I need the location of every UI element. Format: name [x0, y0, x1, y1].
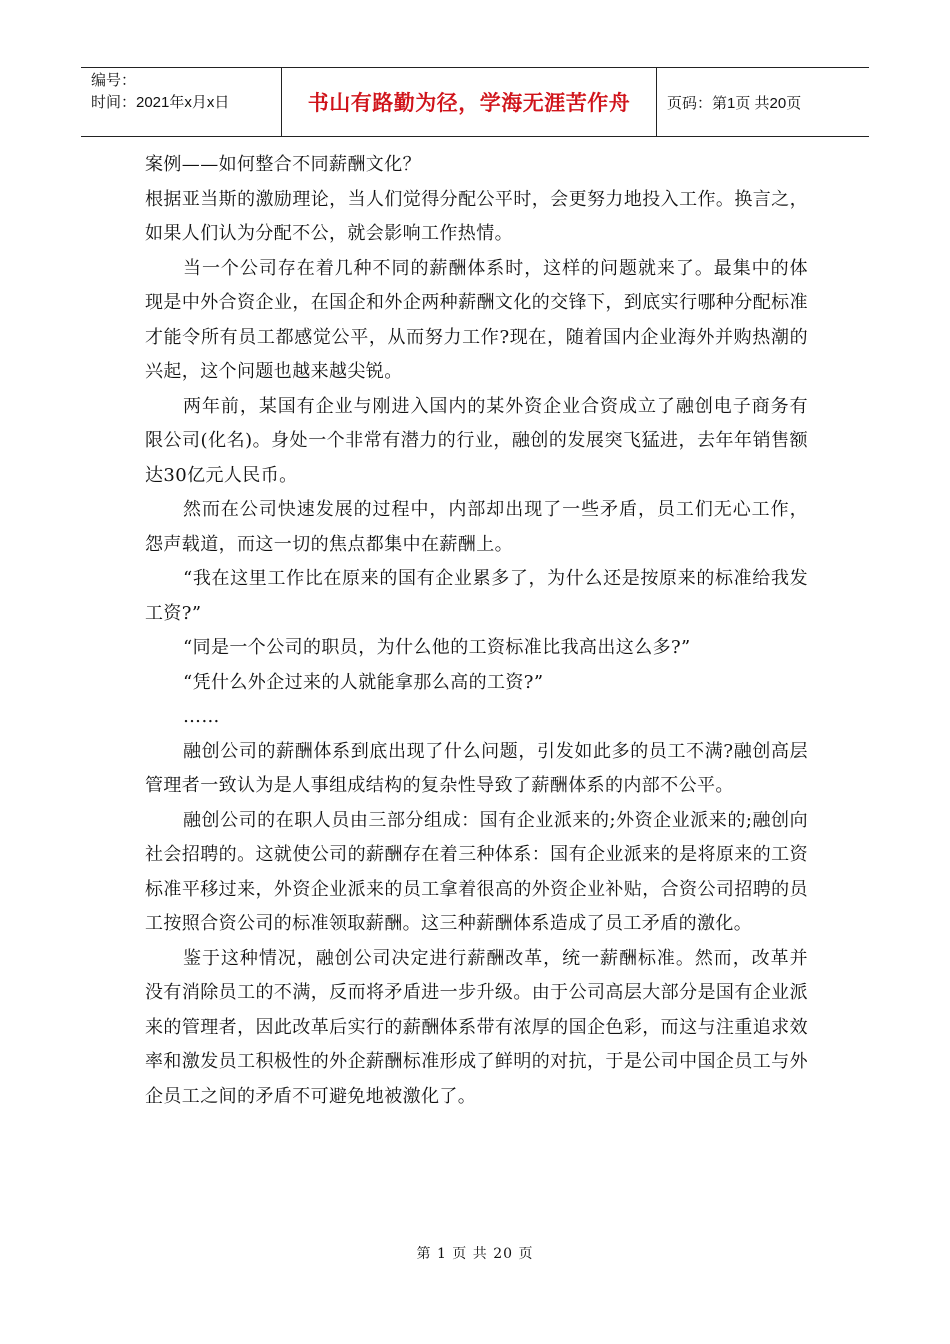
page-header: [81, 67, 869, 137]
paragraph: 当一个公司存在着几种不同的薪酬体系时，这样的问题就来了。最集中的体现是中外合资企业，在国企和外企两种薪酬文化的交锋下，到底实行哪种分配标准才能令所有员工都感觉公平，从而努力工作?现在，随着国内企业海外并购热潮的兴起，这个问题也越来越尖锐。: [145, 257, 808, 382]
quote-paragraph: “同是一个公司的职员，为什么他的工资标准比我高出这么多?”: [183, 637, 691, 658]
article-body: [145, 148, 808, 1114]
paragraph: 两年前，某国有企业与刚进入国内的某外资企业合资成立了融创电子商务有限公司(化名)。身处一个非常有潜力的行业，融创的发展突飞猛进，去年年销售额达30亿元人民币。: [145, 395, 808, 486]
document-number-label: 编号：: [91, 72, 137, 89]
header-page-info: 页码：第1页 共20页: [667, 94, 802, 112]
quote-paragraph: “我在这里工作比在原来的国有企业累多了，为什么还是按原来的标准给我发工资?”: [145, 568, 808, 624]
paragraph: 融创公司的薪酬体系到底出现了什么问题，引发如此多的员工不满?融创高层管理者一致认为是人事组成结构的复杂性导致了薪酬体系的内部不公平。: [145, 740, 808, 796]
paragraph: 融创公司的在职人员由三部分组成：国有企业派来的;外资企业派来的;融创向社会招聘的。这就使公司的薪酬存在着三种体系：国有企业派来的是将原来的工资标准平移过来，外资企业派来的员工拿着很高的外资企业补贴，合资公司招聘的员工按照合资公司的标准领取薪酬。这三种薪酬体系造成了员工矛盾的激化。: [145, 809, 808, 934]
page-footer: 第 1 页 共 20 页: [416, 1246, 534, 1262]
header-meta: [81, 68, 281, 136]
document-time-label: 时间：2021年x月x日: [91, 94, 230, 111]
article-title: 案例——如何整合不同薪酬文化？: [145, 154, 421, 175]
paragraph: 根据亚当斯的激励理论，当人们觉得分配公平时，会更努力地投入工作。换言之，如果人们认为分配不公，就会影响工作热情。: [145, 188, 808, 244]
paragraph: 鉴于这种情况，融创公司决定进行薪酬改革，统一薪酬标准。然而，改革并没有消除员工的不满，反而将矛盾进一步升级。由于公司高层大部分是国有企业派来的管理者，因此改革后实行的薪酬体系带有浓厚的国企色彩，而这与注重追求效率和激发员工积极性的外企薪酬标准形成了鲜明的对抗，于是公司中国企员工与外企员工之间的矛盾不可避免地被激化了。: [145, 947, 808, 1107]
header-motto: 书山有路勤为径，学海无涯苦作舟: [281, 68, 657, 136]
quote-paragraph: “凭什么外企过来的人就能拿那么高的工资?”: [183, 671, 544, 693]
ellipsis: ……: [183, 706, 220, 727]
paragraph: 然而在公司快速发展的过程中，内部却出现了一些矛盾，员工们无心工作，怨声载道，而这一切的焦点都集中在薪酬上。: [145, 499, 808, 555]
